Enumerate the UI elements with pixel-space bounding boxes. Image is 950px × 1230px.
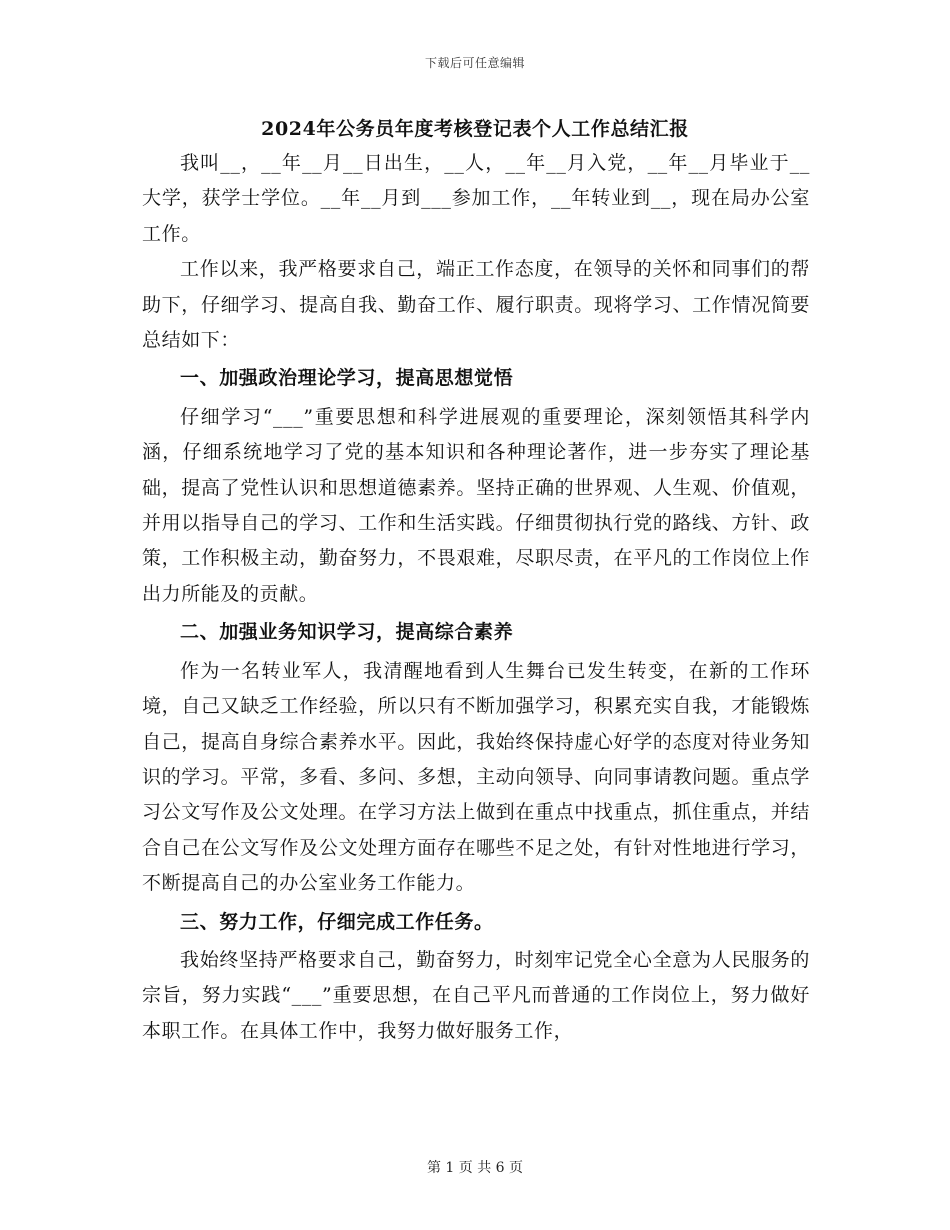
paragraph-professional-study: 作为一名转业军人，我清醒地看到人生舞台已发生转变，在新的工作环境，自己又缺乏工作经验，所以只有不断加强学习，积累充实自我，才能锻炼自己，提高自身综合素养水平。因此，我始终保持虚心好学的态度对待业务知识的学习。平常，多看、多问、多想，主动向领导、向同事请教问题。重点学习公文写作及公文处理。在学习方法上做到在重点中找重点，抓住重点，并结合自己在公文写作及公文处理方面存在哪些不足之处，有针对性地进行学习，不断提高自己的办公室业务工作能力。 — [142, 659, 810, 895]
page-number-footer: 第 1 页 共 6 页 — [426, 1160, 524, 1176]
paragraph-political-study: 仔细学习“___”重要思想和科学进展观的重要理论，深刻领悟其科学内涵，仔细系统地学习了党的基本知识和各种理论著作，进一步夯实了理论基础，提高了党性认识和思想道德素养。坚持正确的世界观、人生观、价值观，并用以指导自己的学习、工作和生活实践。仔细贯彻执行党的路线、方针、政策，工作积极主动，勤奋努力，不畏艰难，尽职尽责，在平凡的工作岗位上作出力所能及的贡献。 — [142, 405, 810, 605]
section-heading-professional-study: 二、加强业务知识学习，提高综合素养 — [180, 621, 514, 644]
section-heading-political-study: 一、加强政治理论学习，提高思想觉悟 — [180, 367, 514, 390]
document-title: 2024年公务员年度考核登记表个人工作总结汇报 — [261, 118, 689, 140]
paragraph-introduction: 工作以来，我严格要求自己，端正工作态度，在领导的关怀和同事们的帮助下，仔细学习、提高自我、勤奋工作、履行职责。现将学习、工作情况简要总结如下： — [142, 258, 810, 352]
document-body — [142, 146, 810, 1049]
section-heading-work-tasks: 三、努力工作，仔细完成工作任务。 — [180, 910, 494, 933]
header-note: 下载后可任意编辑 — [424, 56, 525, 70]
paragraph-work-tasks: 我始终坚持严格要求自己，勤奋努力，时刻牢记党全心全意为人民服务的宗旨，努力实践“___”重要思想，在自己平凡而普通的工作岗位上，努力做好本职工作。在具体工作中，我努力做好服务工作， — [142, 948, 810, 1042]
paragraph-personal-info: 我叫__，__年__月__日出生，__人，__年__月入党，__年__月毕业于__大学，获学士学位。__年__月到___参加工作，__年转业到__，现在局办公室工作。 — [142, 152, 810, 245]
